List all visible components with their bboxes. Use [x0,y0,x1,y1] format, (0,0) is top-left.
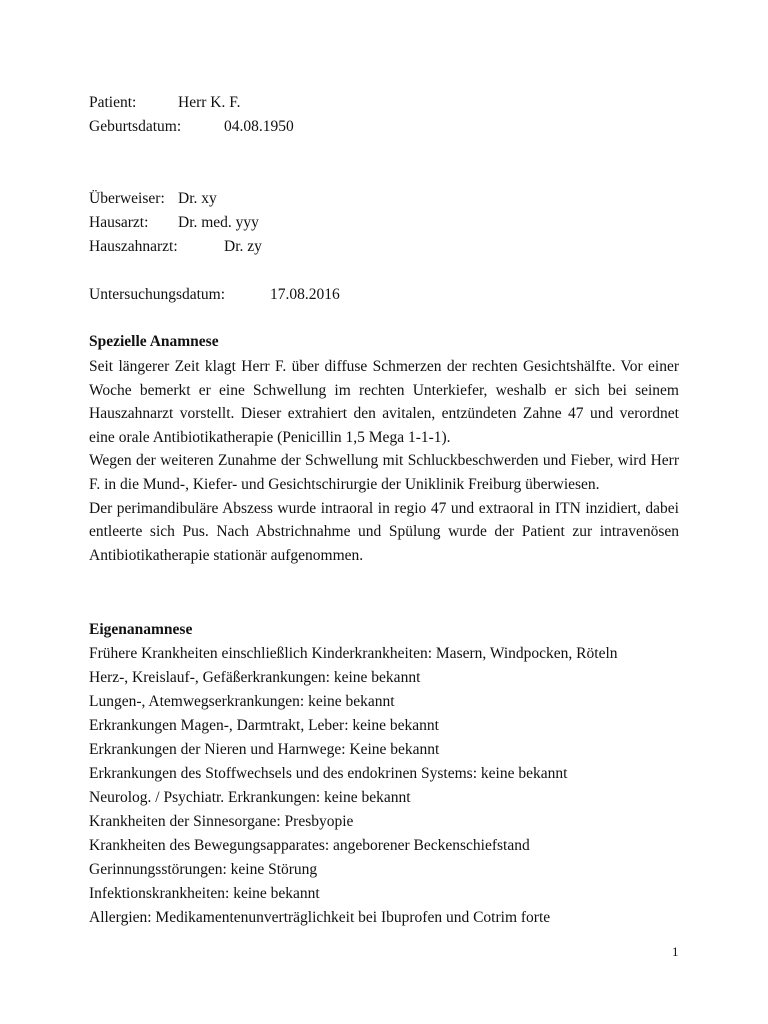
own-history-heading: Eigenanamnese [89,621,193,638]
patient-row [89,94,241,112]
gp-label: Hausarzt: [89,214,149,231]
dentist-row [89,238,262,256]
list-item: Infektionskrankheiten: keine bekannt [89,885,320,902]
own-history-list [89,642,689,930]
list-item: Erkrankungen des Stoffwechsels und des endokrinen Systems: keine bekannt [89,765,568,782]
exam-date-row [89,286,340,304]
referrer-value: Dr. xy [178,190,217,207]
dob-label: Geburtsdatum: [89,118,182,135]
list-item: Frühere Krankheiten einschließlich Kinderkrankheiten: Masern, Windpocken, Röteln [89,645,618,662]
dentist-value: Dr. zy [224,238,262,255]
list-item: Erkrankungen Magen-, Darmtrakt, Leber: keine bekannt [89,717,439,734]
page-number: 1 [672,944,679,959]
list-item: Krankheiten der Sinnesorgane: Presbyopie [89,813,354,830]
list-item: Herz-, Kreislauf-, Gefäßerkrankungen: keine bekannt [89,669,421,686]
list-item: Krankheiten des Bewegungsapparates: angeborener Beckenschiefstand [89,837,530,854]
special-history-body [89,355,679,567]
patient-label: Patient: [89,94,137,111]
special-history-heading: Spezielle Anamnese [89,333,219,350]
dob-row [89,118,294,136]
exam-date-label: Untersuchungsdatum: [89,286,226,303]
exam-date-value: 17.08.2016 [270,286,340,303]
referrer-label: Überweiser: [89,190,165,207]
dob-value: 04.08.1950 [224,118,294,135]
list-item: Erkrankungen der Nieren und Harnwege: Keine bekannt [89,741,440,758]
list-item: Neurolog. / Psychiatr. Erkrankungen: keine bekannt [89,789,411,806]
patient-value: Herr K. F. [178,94,241,111]
list-item: Gerinnungsstörungen: keine Störung [89,861,318,878]
gp-value: Dr. med. yyy [178,214,259,231]
special-history-paragraph: Der perimandibuläre Abszess wurde intraoral in regio 47 und extraoral in ITN inzidiert, dabei entleerte sich Pus. Nach Abstrichnahme und Spülung wurde der Patient zur intravenösen Antibiotikatherapie stationär aufgenommen. [89,499,679,564]
list-item: Allergien: Medikamentenunverträglichkeit bei Ibuprofen und Cotrim forte [89,909,551,926]
special-history-paragraph: Wegen der weiteren Zunahme der Schwellung mit Schluckbeschwerden und Fieber, wird Herr F. in die Mund-, Kiefer- und Gesichtschirurgie der Uniklinik Freiburg überwiesen. [89,452,679,493]
special-history-paragraph: Seit längerer Zeit klagt Herr F. über diffuse Schmerzen der rechten Gesichtshälfte. Vor einer Woche bemerkt er eine Schwellung im rechten Unterkiefer, weshalb er sich bei seinem Hauszahnarzt vorstellt. Dieser extrahiert den avitalen, entzündeten Zahne 47 und verordnet eine orale Antibiotikatherapie (Penicillin 1,5 Mega 1-1-1). [89,358,679,446]
referrer-row [89,190,217,208]
dentist-label: Hauszahnarzt: [89,238,178,255]
gp-row [89,214,259,232]
list-item: Lungen-, Atemwegserkrankungen: keine bekannt [89,693,395,710]
